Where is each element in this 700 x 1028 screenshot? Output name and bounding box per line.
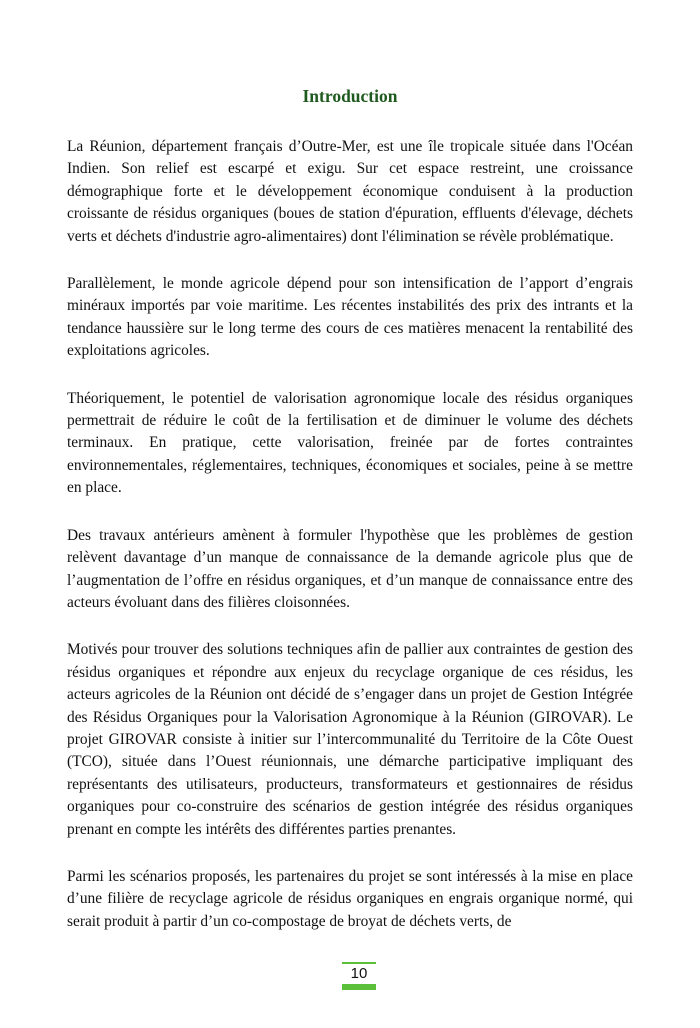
paragraph-1: La Réunion, département français d’Outre-Mer, est une île tropicale située dans l'Océan Indien. Son relief est escarpé et exigu. Sur cet espace restreint, une croissance démographique forte et le développement économique conduisent à la production croissante de résidus organiques (boues de station d'épuration, effluents d'élevage, déchets verts et déchets d'industrie agro-alimentaires) dont l'élimination se révèle problématique. xyxy=(67,138,633,245)
page-title: Introduction xyxy=(302,86,398,106)
paragraph-3: Théoriquement, le potentiel de valorisation agronomique locale des résidus organiques permettrait de réduire le coût de la fertilisation et de diminuer le volume des déchets terminaux. En pratique, cette valorisation, freinée par de fortes contraintes environnementales, réglementaires, techniques, économiques et sociales, peine à se mettre en place. xyxy=(67,389,633,497)
paragraph-2: Parallèlement, le monde agricole dépend pour son intensification de l’apport d’engrais minéraux importés par voie maritime. Les récentes instabilités des prix des intrants et la tendance haussière sur le long terme des cours de ces matières menacent la rentabilité des exploitations agricoles. xyxy=(67,275,633,360)
paragraph-4: Des travaux antérieurs amènent à formuler l'hypothèse que les problèmes de gestion relèvent davantage d’un manque de connaissance de la demande agricole plus que de l’augmentation de l’offre en résidus organiques, et d’un manque de connaissance entre des acteurs évoluant dans des filières cloisonnées. xyxy=(67,526,633,611)
paragraph-6: Parmi les scénarios proposés, les partenaires du projet se sont intéressés à la mise en place d’une filière de recyclage agricole de résidus organiques en engrais organique normé, qui serait produit à partir d’un co-compostage de broyat de déchets verts, de xyxy=(67,867,633,930)
page-number-top-rule xyxy=(342,962,376,964)
page-number: 10 xyxy=(350,965,368,982)
body-text xyxy=(67,136,633,958)
page-number-box xyxy=(342,962,376,992)
paragraph-5: Motivés pour trouver des solutions techniques afin de pallier aux contraintes de gestion des résidus organiques et répondre aux enjeux du recyclage organique de ces résidus, les acteurs agricoles de la Réunion ont décidé de s’engager dans un projet de Gestion Intégrée des Résidus Organiques pour la Valorisation Agronomique à la Réunion (GIROVAR). Le projet GIROVAR consiste à initier sur l’intercommunalité du Territoire de la Côte Ouest (TCO), située dans l’Ouest réunionnais, une démarche participative impliquant des représentants des utilisateurs, producteurs, transformateurs et gestionnaires de résidus organiques pour co-construire des scénarios de gestion intégrée des résidus organiques prenant en compte les intérêts des différentes parties prenantes. xyxy=(67,641,633,838)
page-number-bar xyxy=(342,984,376,990)
